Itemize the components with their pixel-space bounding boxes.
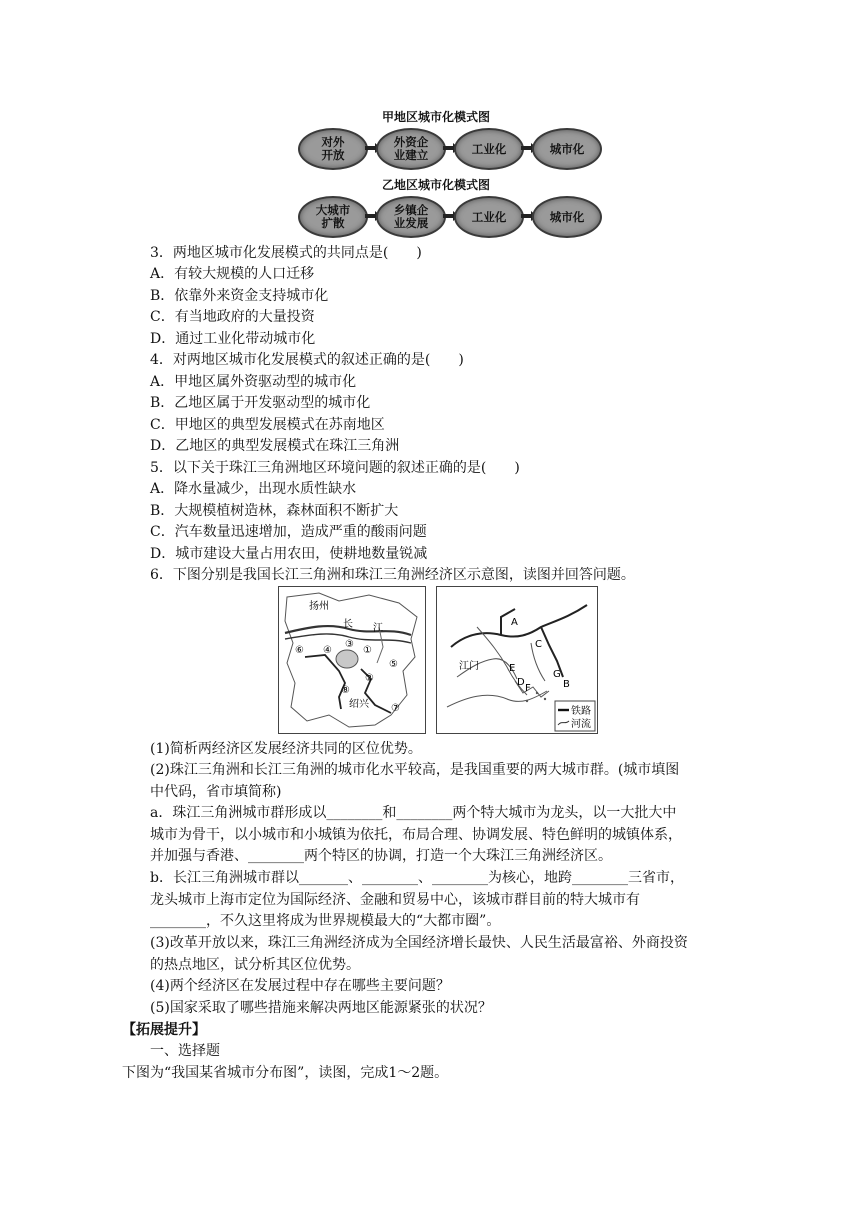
marker-5: ⑤: [389, 659, 398, 670]
flow-b-diagram: [298, 196, 598, 238]
q6-sub4: (4)两个经济区在发展过程中存在哪些主要问题？: [150, 978, 450, 994]
map-point-b: B: [563, 679, 570, 690]
marker-2: ②: [365, 673, 374, 684]
map-point-a: A: [511, 617, 518, 628]
map-label-jiangmen: 江门: [459, 661, 479, 672]
q6-sub3: (3)改革开放以来，珠江三角洲经济成为全国经济增长最快、人民生活最富裕、外商投资的热点地区，试分析其区位优势。: [150, 935, 688, 973]
flow-a-step-3: 工业化: [454, 128, 524, 170]
marker-4: ④: [323, 645, 332, 656]
flow-b-title: 乙地区城市化模式图: [382, 178, 491, 192]
map-label-shaoxing: 绍兴: [349, 699, 369, 710]
q4-option-c: C．甲地区的典型发展模式在苏南地区: [150, 417, 385, 433]
flow-a-step-4: 城市化: [532, 128, 602, 170]
q4-option-d: D．乙地区的典型发展模式在珠江三角洲: [150, 438, 400, 454]
flow-a-step-2: 外资企 业建立: [376, 128, 446, 170]
map-point-e: E: [509, 663, 516, 674]
flow-b-step-2: 乡镇企 业发展: [376, 196, 446, 238]
q3-stem: 3．两地区城市化发展模式的共同点是( ): [150, 245, 422, 261]
q3-option-d: D．通过工业化带动城市化: [150, 331, 316, 347]
q5-option-b: B．大规模植树造林，森林面积不断扩大: [150, 503, 399, 519]
section-heading: 【拓展提升】: [122, 1022, 206, 1038]
q6-sub5: (5)国家采取了哪些措施来解决两地区能源紧张的状况？: [150, 1000, 492, 1016]
flow-a-diagram: [298, 128, 598, 170]
map-point-d: D: [517, 677, 525, 688]
map-point-c: C: [535, 639, 542, 650]
q5-option-c: C．汽车数量迅速增加，造成严重的酸雨问题: [150, 524, 427, 540]
q5-option-a: A．降水量减少，出现水质性缺水: [150, 481, 357, 497]
q6-stem: 6．下图分别是我国长江三角洲和珠江三角洲经济区示意图，读图并回答问题。: [150, 567, 635, 583]
q6-sub2: (2)珠江三角洲和长江三角洲的城市化水平较高，是我国重要的两大城市群。(城市填图中代码，省市填简称): [150, 762, 680, 800]
flow-b-step-3: 工业化: [454, 196, 524, 238]
map-label-yangzhou: 扬州: [309, 601, 329, 612]
flow-b-step-1: 大城市 扩散: [298, 196, 368, 238]
flow-b-step-4: 城市化: [532, 196, 602, 238]
marker-6: ⑥: [295, 645, 304, 656]
q4-option-b: B．乙地区属于开发驱动型的城市化: [150, 395, 371, 411]
marker-3: ③: [345, 639, 354, 650]
marker-8: ⑧: [341, 685, 350, 696]
marker-7: ⑦: [391, 703, 400, 714]
flow-a-title: 甲地区城市化模式图: [382, 110, 491, 124]
q5-option-d: D．城市建设大量占用农田，使耕地数量锐减: [150, 546, 428, 562]
q6-sub1: (1)简析两经济区发展经济共同的区位优势。: [150, 741, 422, 757]
q3-option-a: A．有较大规模的人口迁移: [150, 266, 315, 282]
flow-a-step-1: 对外 开放: [298, 128, 368, 170]
q4-option-a: A．甲地区属外资驱动型的城市化: [150, 374, 357, 390]
yangtze-delta-map: [278, 586, 426, 734]
legend-river: 河流: [571, 719, 591, 730]
q3-option-c: C．有当地政府的大量投资: [150, 309, 315, 325]
q3-option-b: B．依靠外来资金支持城市化: [150, 288, 329, 304]
marker-1: ①: [363, 645, 372, 656]
map-point-f: F: [525, 683, 531, 694]
section-intro: 下图为“我国某省城市分布图”，读图，完成1～2题。: [122, 1065, 449, 1081]
map-point-g: G: [553, 669, 561, 680]
q6-sub2a: a．珠江三角洲城市群形成以________和________两个特大城市为龙头，以一大批大中城市为骨干，以小城市和小城镇为依托，布局合理、协调发展、特色鲜明的城镇体系，并加强与香港、________两个特区的协调，打造一个大珠江三角洲经济区。: [150, 805, 682, 864]
legend-railway: 铁路: [571, 706, 591, 717]
map-label-jiang: 江: [373, 623, 383, 634]
section-part: 一、选择题: [150, 1043, 220, 1059]
q4-stem: 4．对两地区城市化发展模式的叙述正确的是( ): [150, 352, 464, 368]
map-label-chang: 长: [343, 619, 353, 630]
pearl-delta-map: [436, 586, 598, 734]
q6-sub2b: b．长江三角洲城市群以_______、________、________为核心，地跨________三省市，龙头城市上海市定位为国际经济、金融和贸易中心，该城市群目前的特大城市有________，不久这里将成为世界规模最大的“大都市圈”。: [150, 870, 684, 929]
q5-stem: 5．以下关于珠江三角洲地区环境问题的叙述正确的是( ): [150, 460, 520, 476]
